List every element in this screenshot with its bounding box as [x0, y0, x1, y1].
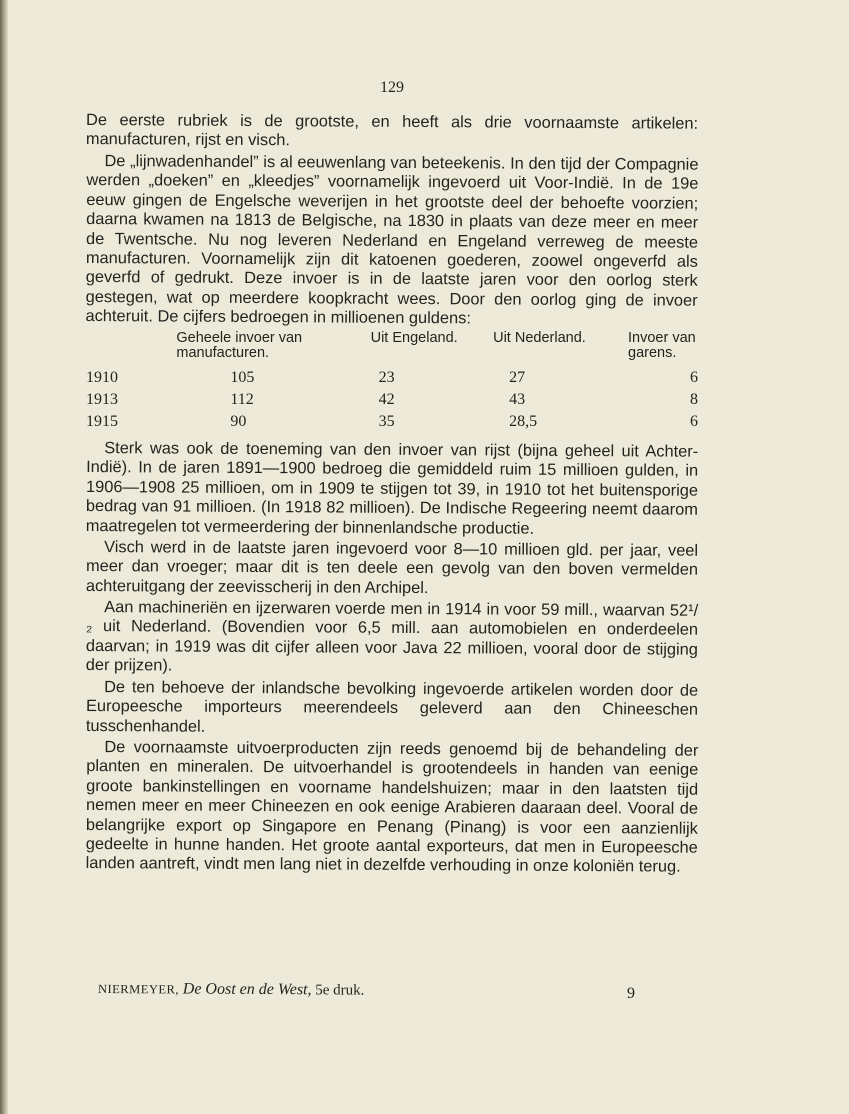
- page-binding-edge: [0, 0, 8, 1114]
- table-header-netherlands: Uit Nederland.: [493, 329, 586, 346]
- paragraph-machinerien: Aan machineriën en ijzerwaren voerde men in 1914 in voor 59 mill., waarvan 52¹/₂ uit Nederland. (Bovendien voor 6,5 mill. aan automobielen en onderdeelen daarvan; in 1919 was dit cijfer alleen voor Java 22 millioen, vooral door de stijging der prijzen).: [85, 598, 699, 675]
- footer-edition: 5e druk.: [315, 982, 365, 999]
- footer-author: NIERMEYER,: [97, 982, 180, 997]
- table-row: [86, 389, 698, 411]
- table-header-year: [86, 331, 176, 367]
- table-cell-total: 112: [230, 390, 254, 408]
- table-cell-yarns: 6: [690, 368, 698, 386]
- table-cell-total: 90: [230, 412, 247, 430]
- table-header-total: Geheele invoer van manufacturen.: [176, 329, 303, 361]
- table-cell-netherlands: 28,5: [509, 412, 538, 430]
- table-cell-netherlands: 27: [509, 368, 526, 386]
- table-cell-yarns: 6: [690, 412, 698, 430]
- paragraph-manufacturen: De „lijnwadenhandel” is al eeuwenlang van beteekenis. In den tijd der Compagnie werden „doeken” en „kleedjes” voornamelijk ingevoerd uit Voor-Indië. In de 19e eeuw gingen de Engelsche weverijen in het grootste deel der behoefte voorzien; daarna kwamen na 1813 de Belgische, na 1830 in plaats van deze meer en meer de Twentsche. Nu nog leveren Nederland en Engeland verreweg de meeste manufacturen. Voornamelijk zijn dit katoenen goederen, zoowel ongeverfd als geverfd of gedrukt. Deze invoer is in de laatste jaren voor den oorlog sterk gestegen, wat op meerdere koopkracht wees. Door den oorlog ging de invoer achteruit. De cijfers bedroegen in millioenen guldens:: [85, 152, 699, 328]
- table-cell-total: 105: [230, 368, 255, 386]
- paragraph-uitvoer: De voornaamste uitvoerproducten zijn reeds genoemd bij de behandeling der planten en mineralen. De uitvoerhandel is grootendeels in handen van eenige groote bankinstellingen en voorname handelshuizen; maar in den laatsten tijd nemen meer en meer Chineezen en ook eenige Arabieren daaraan deel. Vooral de belangrijke export op Singapore en Penang (Pinang) is voor een aanzienlijk gedeelte in hunne handen. Het groote aantal exporteurs, dat men in Europeesche landen aantreft, vindt men lang niet in dezelfde verhouding in onze koloniën terug.: [85, 738, 699, 877]
- paragraph-rijst: Sterk was ook de toeneming van den invoer van rijst (bijna geheel uit Achter-Indië). In de jaren 1891—1900 bedroeg die gemiddeld ruim 15 millioen gulden, in 1906—1908 25 millioen, om in 1909 te stijgen tot 39, in 1910 tot het buitensporige bedrag van 91 millioen. (In 1918 82 millioen). De Indische Regeering neemt daarom maatregelen tot vermeerdering der binnenlandsche productie.: [85, 438, 699, 538]
- paragraph-intro: De eerste rubriek is de grootste, en heeft als drie voornaamste artikelen: manufacturen, rijst en visch.: [85, 111, 699, 151]
- table-cell-year: 1915: [86, 412, 118, 430]
- table-header-england: Uit Engeland.: [370, 329, 458, 346]
- page-footer: [98, 980, 658, 1001]
- table-cell-england: 35: [378, 412, 395, 430]
- paragraph-inlandsche-bevolking: De ten behoeve der inlandsche bevolking ingevoerde artikelen worden door de Europeesche importeurs meerendeels geleverd aan den Chineeschen tusschenhandel.: [85, 677, 699, 736]
- import-table: [86, 331, 698, 433]
- table-cell-year: 1913: [86, 390, 118, 408]
- table-cell-yarns: 8: [690, 390, 698, 408]
- page-number: 129: [380, 79, 404, 96]
- table-row: [86, 411, 698, 433]
- table-header-row: [86, 331, 698, 367]
- table-cell-year: 1910: [86, 368, 118, 386]
- paragraph-visch: Visch werd in de laatste jaren ingevoerd voor 8—10 millioen gld. per jaar, veel meer dan vroeger; maar dit is ten deele een gevolg van den boven vermelden achteruitgang der zeevisscherij in den Archipel.: [85, 538, 699, 597]
- table-cell-england: 42: [378, 390, 395, 408]
- table-cell-netherlands: 43: [509, 390, 526, 408]
- table-cell-england: 23: [378, 368, 395, 386]
- table-header-yarns: Invoer van garens.: [628, 329, 696, 361]
- page-body: [85, 78, 699, 877]
- table-row: [86, 367, 698, 389]
- signature-mark: 9: [627, 985, 635, 1002]
- footer-title: De Oost en de West,: [182, 980, 312, 999]
